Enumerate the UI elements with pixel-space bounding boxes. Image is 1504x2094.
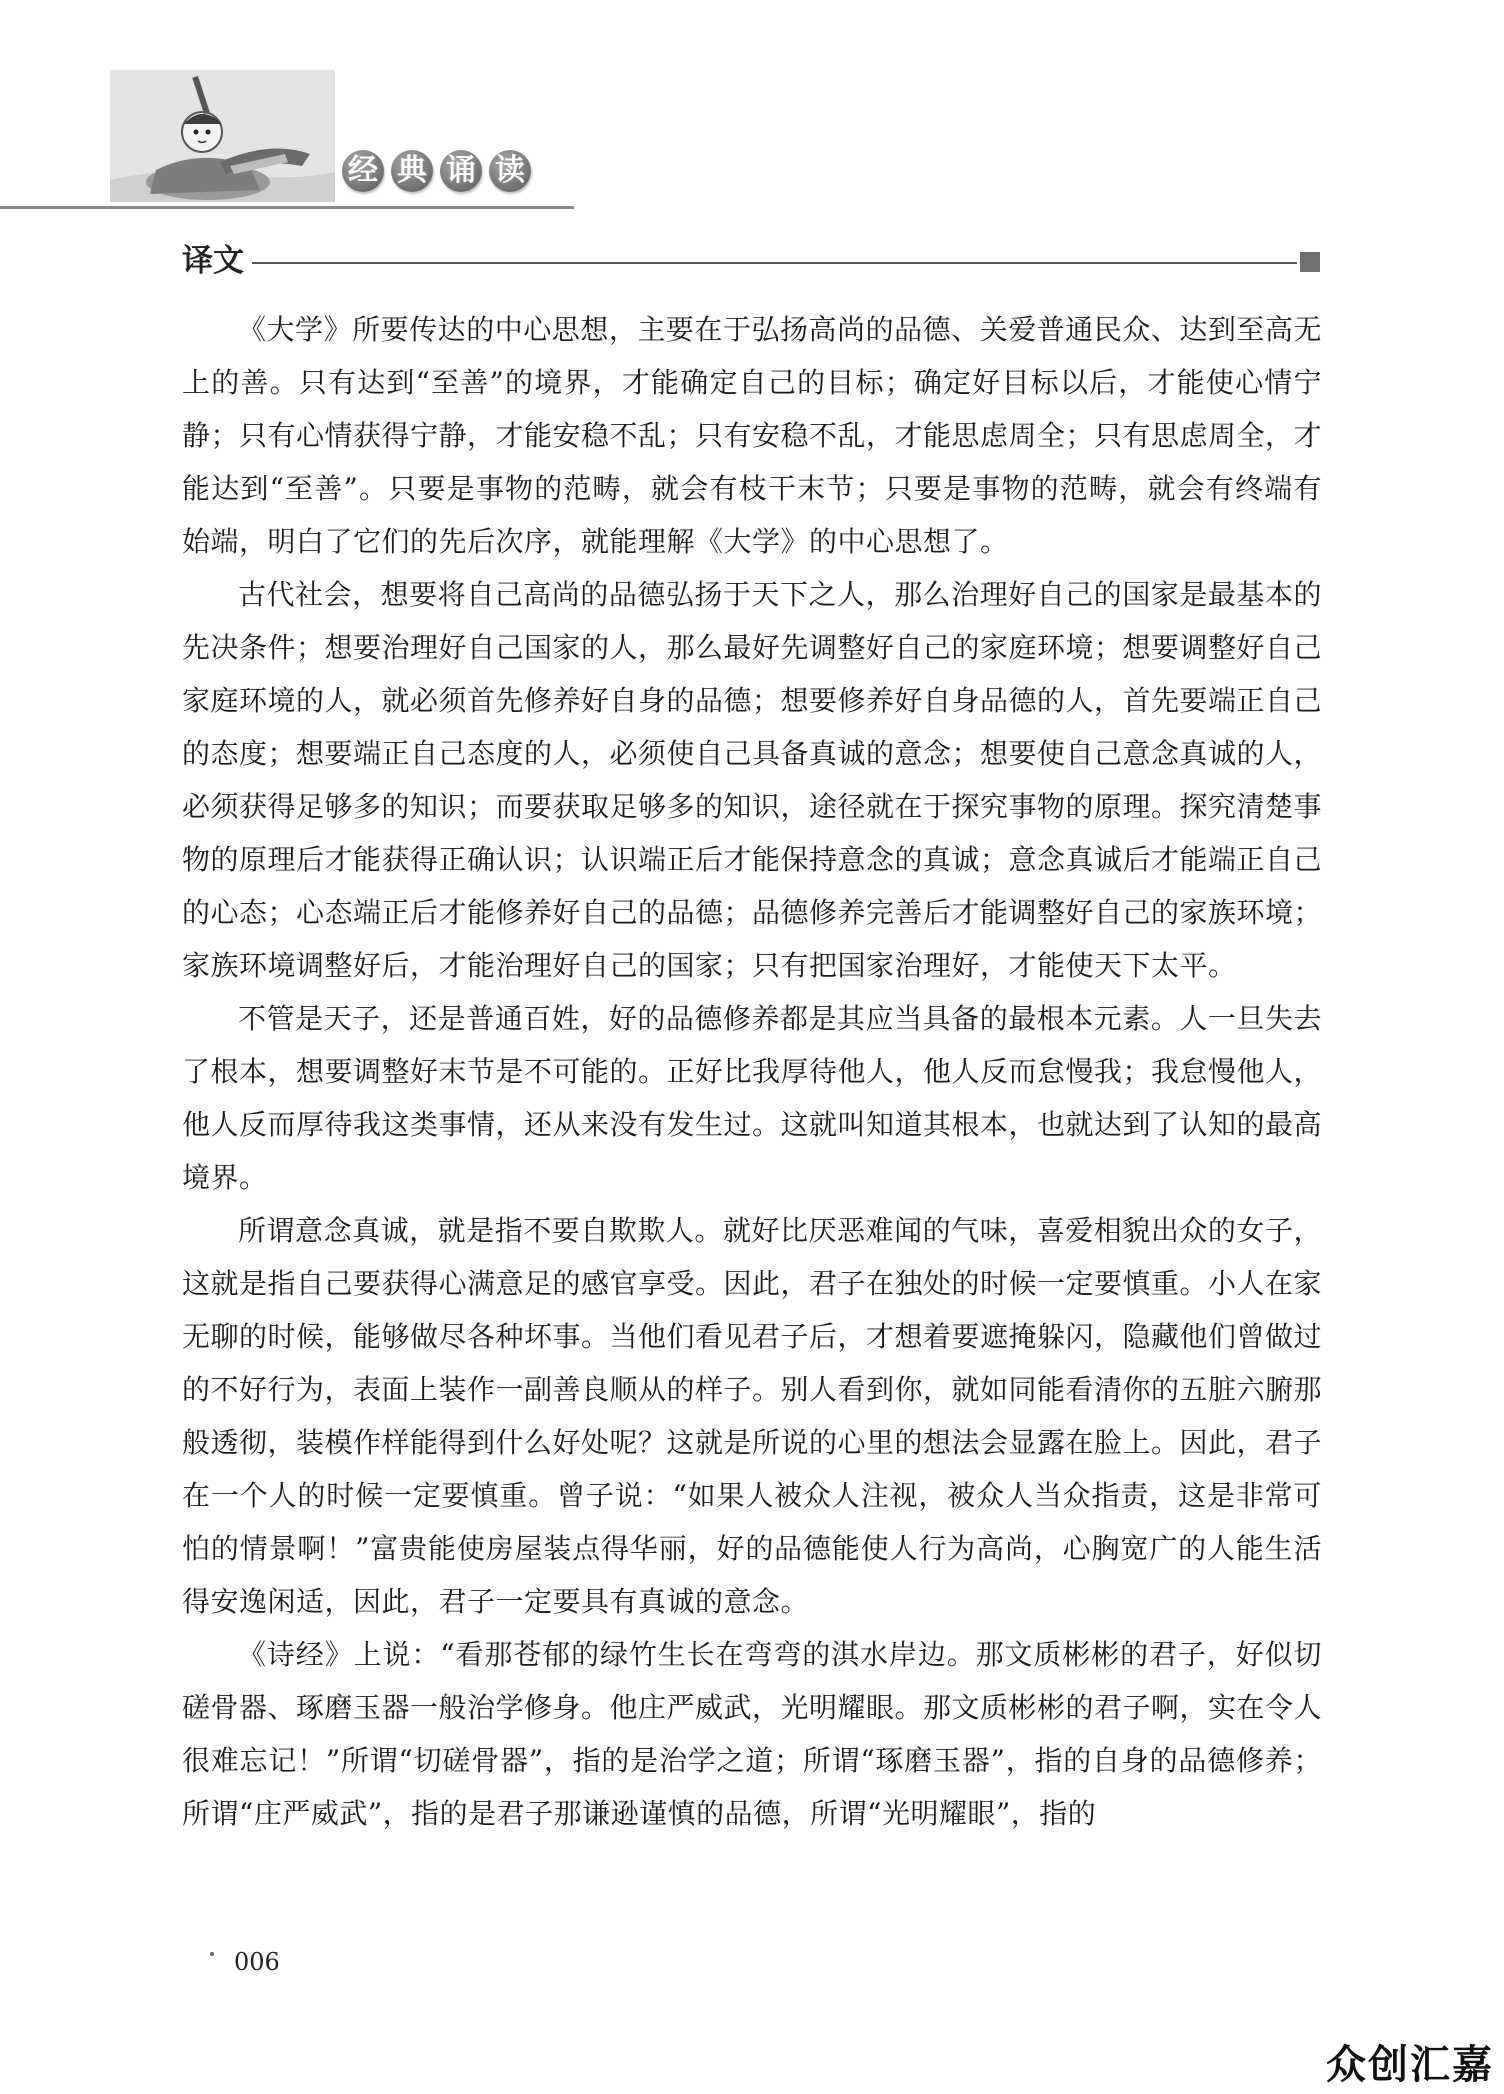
header-title-char: 读: [489, 150, 531, 192]
section-heading: [182, 240, 1322, 282]
paragraph: 《大学》所要传达的中心思想，主要在于弘扬高尚的品德、关爱普通民众、达到至高无上的善。只有达到“至善”的境界，才能确定自己的目标；确定好目标以后，才能使心情宁静；只有心情获得宁静，才能安稳不乱；只有安稳不乱，才能思虑周全；只有思虑周全，才能达到“至善”。只要是事物的范畴，就会有枝干末节；只要是事物的范畴，就会有终端有始端，明白了它们的先后次序，就能理解《大学》的中心思想了。: [182, 313, 1323, 558]
header-divider: [0, 206, 574, 209]
watermark: 众创汇嘉: [1326, 2042, 1494, 2088]
paragraph: 《诗经》上说：“看那苍郁的绿竹生长在弯弯的淇水岸边。那文质彬彬的君子，好似切磋骨器、琢磨玉器一般治学修身。他庄严威武，光明耀眼。那文质彬彬的君子啊，实在令人很难忘记！”所谓“切磋骨器”，指的是治学之道；所谓“琢磨玉器”，指的自身的品德修养；所谓“庄严威武”，指的是君子那谦逊谨慎的品德，所谓“光明耀眼”，指的: [182, 1638, 1323, 1830]
page-number: 006: [234, 1948, 280, 1976]
page-header: [0, 0, 1504, 215]
paragraph: 不管是天子，还是普通百姓，好的品德修养都是其应当具备的最根本元素。人一旦失去了根本，想要调整好末节是不可能的。正好比我厚待他人，他人反而怠慢我；我怠慢他人，他人反而厚待我这类事情，还从来没有发生过。这就叫知道其根本，也就达到了认知的最高境界。: [182, 1002, 1323, 1194]
header-title-char: 诵: [440, 150, 482, 192]
paragraph: 古代社会，想要将自己高尚的品德弘扬于天下之人，那么治理好自己的国家是最基本的先决条件；想要治理好自己国家的人，那么最好先调整好自己的家庭环境；想要调整好自己家庭环境的人，就必须首先修养好自身的品德；想要修养好自身品德的人，首先要端正自己的态度；想要端正自己态度的人，必须使自己具备真诚的意念；想要使自己意念真诚的人，必须获得足够多的知识；而要获取足够多的知识，途径就在于探究事物的原理。探究清楚事物的原理后才能获得正确认识；认识端正后才能保持意念的真诚；意念真诚后才能端正自己的心态；心态端正后才能修养好自己的品德；品德修养完善后才能调整好自己的家族环境；家族环境调整好后，才能治理好自己的国家；只有把国家治理好，才能使天下太平。: [182, 578, 1323, 982]
header-title-char: 典: [391, 150, 433, 192]
header-title: [342, 150, 531, 192]
section-end-square-icon: [1300, 252, 1320, 272]
translation-body: [182, 303, 1322, 1840]
section-rule: [252, 262, 1297, 264]
paragraph: 所谓意念真诚，就是指不要自欺欺人。就好比厌恶难闻的气味，喜爱相貌出众的女子，这就是指自己要获得心满意足的感官享受。因此，君子在独处的时候一定要慎重。小人在家无聊的时候，能够做尽各种坏事。当他们看见君子后，才想着要遮掩躲闪，隐藏他们曾做过的不好行为，表面上装作一副善良顺从的样子。别人看到你，就如同能看清你的五脏六腑那般透彻，装模作样能得到什么好处呢？这就是所说的心里的想法会显露在脸上。因此，君子在一个人的时候一定要慎重。曾子说：“如果人被众人注视，被众人当众指责，这是非常可怕的情景啊！”富贵能使房屋装点得华丽，好的品德能使人行为高尚，心胸宽广的人能生活得安逸闲适，因此，君子一定要具有真诚的意念。: [182, 1214, 1323, 1618]
header-title-char: 经: [342, 150, 384, 192]
section-title: 译文: [182, 243, 244, 279]
reading-child-illustration-icon: [110, 70, 340, 210]
